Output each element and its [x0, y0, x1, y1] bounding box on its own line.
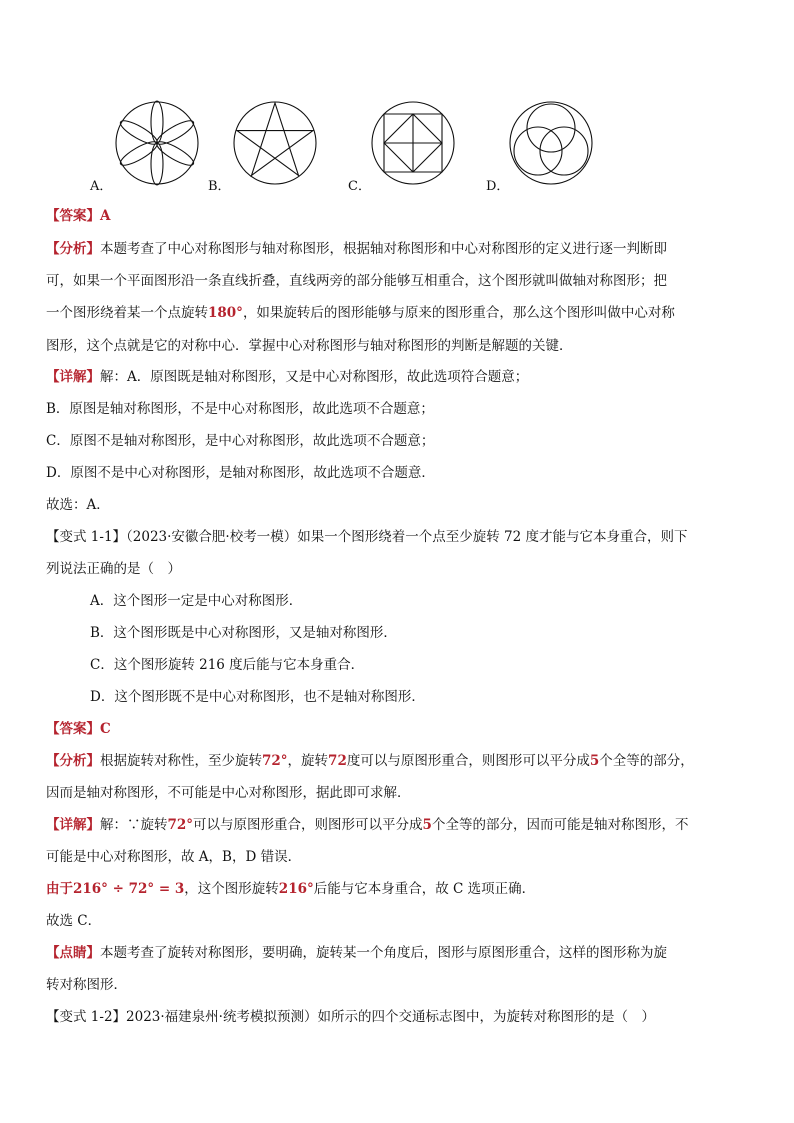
q1-analysis-line-4: 图形，这个点就是它的对称中心．掌握中心对称图形与轴对称图形的判断是解题的关键．	[46, 338, 573, 354]
q1-detail-line-1	[46, 368, 746, 386]
q2-answer-line	[46, 720, 746, 738]
analysis-tag: 【分析】	[46, 241, 100, 257]
q1-analysis-text-3a: 一个图形绕着某一个点旋转	[46, 305, 208, 321]
q2-detail-line-2: 可能是中心对称图形，故 A，B，D 错误．	[46, 849, 302, 865]
q2-stem-line-1: 【变式 1-1】（2023·安徽合肥·校考一模）如果一个图形绕着一个点至少旋转 72 度才能与它本身重合，则下	[46, 529, 688, 545]
q1-analysis-line-2: 可，如果一个平面图形沿一条直线折叠，直线两旁的部分能够互相重合，这个图形就叫做轴对称图形；把	[46, 273, 667, 289]
q2-option-c: C．这个图形旋转 216 度后能与它本身重合．	[90, 657, 365, 673]
option-a-label: A．	[90, 179, 113, 194]
q2-analysis-text-1c: ，旋转	[287, 753, 329, 769]
detail-tag: 【详解】	[46, 817, 100, 833]
q2-option-d: D．这个图形既不是中心对称图形，也不是轴对称图形．	[90, 689, 425, 705]
answer-tag: 【答案】	[46, 208, 100, 224]
q1-answer-line	[46, 207, 746, 225]
answer-tag: 【答案】	[46, 721, 100, 737]
q2-analysis-text-1g: 个全等的部分，	[599, 753, 694, 769]
q2-option-b: B．这个图形既是中心对称图形，又是轴对称图形．	[90, 625, 397, 641]
q2-detail-text-1c: 可以与原图形重合，则图形可以平分成	[193, 817, 423, 833]
q2-detail-angle-72: 72°	[167, 817, 194, 833]
q2-detail-text-3e: 后能与它本身重合，故 C 选项正确．	[313, 881, 536, 897]
q2-stem-line-2: 列说法正确的是（ ）	[46, 561, 181, 577]
q2-detail-number-5: 5	[422, 817, 432, 833]
option-c-label: C．	[348, 179, 371, 194]
q1-analysis-line-3	[46, 304, 746, 322]
q2-choose-line: 故选 C．	[46, 913, 102, 929]
q1-detail-line-4: D．原图不是中心对称图形，是轴对称图形，故此选项不合题意．	[46, 465, 435, 481]
q2-detail-text-1a: 解：∵旋转	[100, 817, 168, 833]
q2-division-formula: 216° ÷ 72° = 3	[73, 881, 185, 897]
q3-stem-line-1: 【变式 1-2】2023·福建泉州·统考模拟预测）如所示的四个交通标志图中，为旋转对称图形的是（ ）	[46, 1009, 655, 1025]
q1-detail-line-2: B．原图是轴对称图形，不是中心对称图形，故此选项不合题意；	[46, 401, 434, 417]
q1-choose-line: 故选：A．	[46, 497, 110, 513]
q1-analysis-text-1: 本题考查了中心对称图形与轴对称图形，根据轴对称图形和中心对称图形的定义进行逐一判断即	[100, 241, 667, 257]
option-b-label: B．	[208, 179, 231, 194]
q2-detail-text-3a: 由于	[46, 881, 73, 897]
q2-detail-line-1	[46, 816, 746, 834]
q1-analysis-text-3c: ，如果旋转后的图形能够与原来的图形重合，那么这个图形叫做中心对称	[242, 305, 675, 321]
detail-tag: 【详解】	[46, 369, 100, 385]
q2-point-line-1	[46, 944, 746, 962]
q2-analysis-text-1a: 根据旋转对称性，至少旋转	[100, 753, 262, 769]
q2-analysis-line-2: 因而是轴对称图形，不可能是中心对称图形，据此即可求解．	[46, 785, 411, 801]
figure-a-flower	[114, 100, 200, 186]
q2-analysis-line-1	[46, 752, 746, 770]
figure-c-squares	[370, 100, 456, 186]
q2-detail-line-3	[46, 880, 746, 898]
q2-detail-text-1e: 个全等的部分，因而可能是轴对称图形，不	[431, 817, 689, 833]
option-d-label: D．	[486, 179, 510, 194]
q1-angle-180: 180°	[208, 305, 243, 321]
figure-b-star	[232, 100, 318, 186]
q1-detail-text-1: 解：A．原图既是轴对称图形，又是中心对称图形，故此选项符合题意；	[100, 369, 529, 385]
q1-detail-line-3: C．原图不是轴对称图形，是中心对称图形，故此选项不合题意；	[46, 433, 435, 449]
q2-angle-216: 216°	[278, 881, 314, 897]
figure-d-three-circles	[508, 100, 594, 186]
q2-detail-text-3c: ，这个图形旋转	[184, 881, 279, 897]
q2-number-72: 72	[328, 753, 347, 769]
q2-answer: C	[100, 721, 111, 737]
q1-answer: A	[100, 208, 111, 224]
q2-number-5: 5	[589, 753, 600, 769]
q2-angle-72: 72°	[262, 753, 288, 769]
q2-option-a: A．这个图形一定是中心对称图形．	[90, 593, 303, 609]
q1-analysis-line-1	[46, 240, 746, 258]
q2-analysis-text-1e: 度可以与原图形重合，则图形可以平分成	[346, 753, 590, 769]
q2-point-text-1: 本题考查了旋转对称图形，要明确，旋转某一个角度后，图形与原图形重合，这样的图形称为旋	[100, 945, 667, 961]
analysis-tag: 【分析】	[46, 753, 100, 769]
point-tag: 【点睛】	[46, 945, 100, 961]
q2-point-line-2: 转对称图形．	[46, 977, 127, 993]
figure-row	[0, 100, 794, 195]
